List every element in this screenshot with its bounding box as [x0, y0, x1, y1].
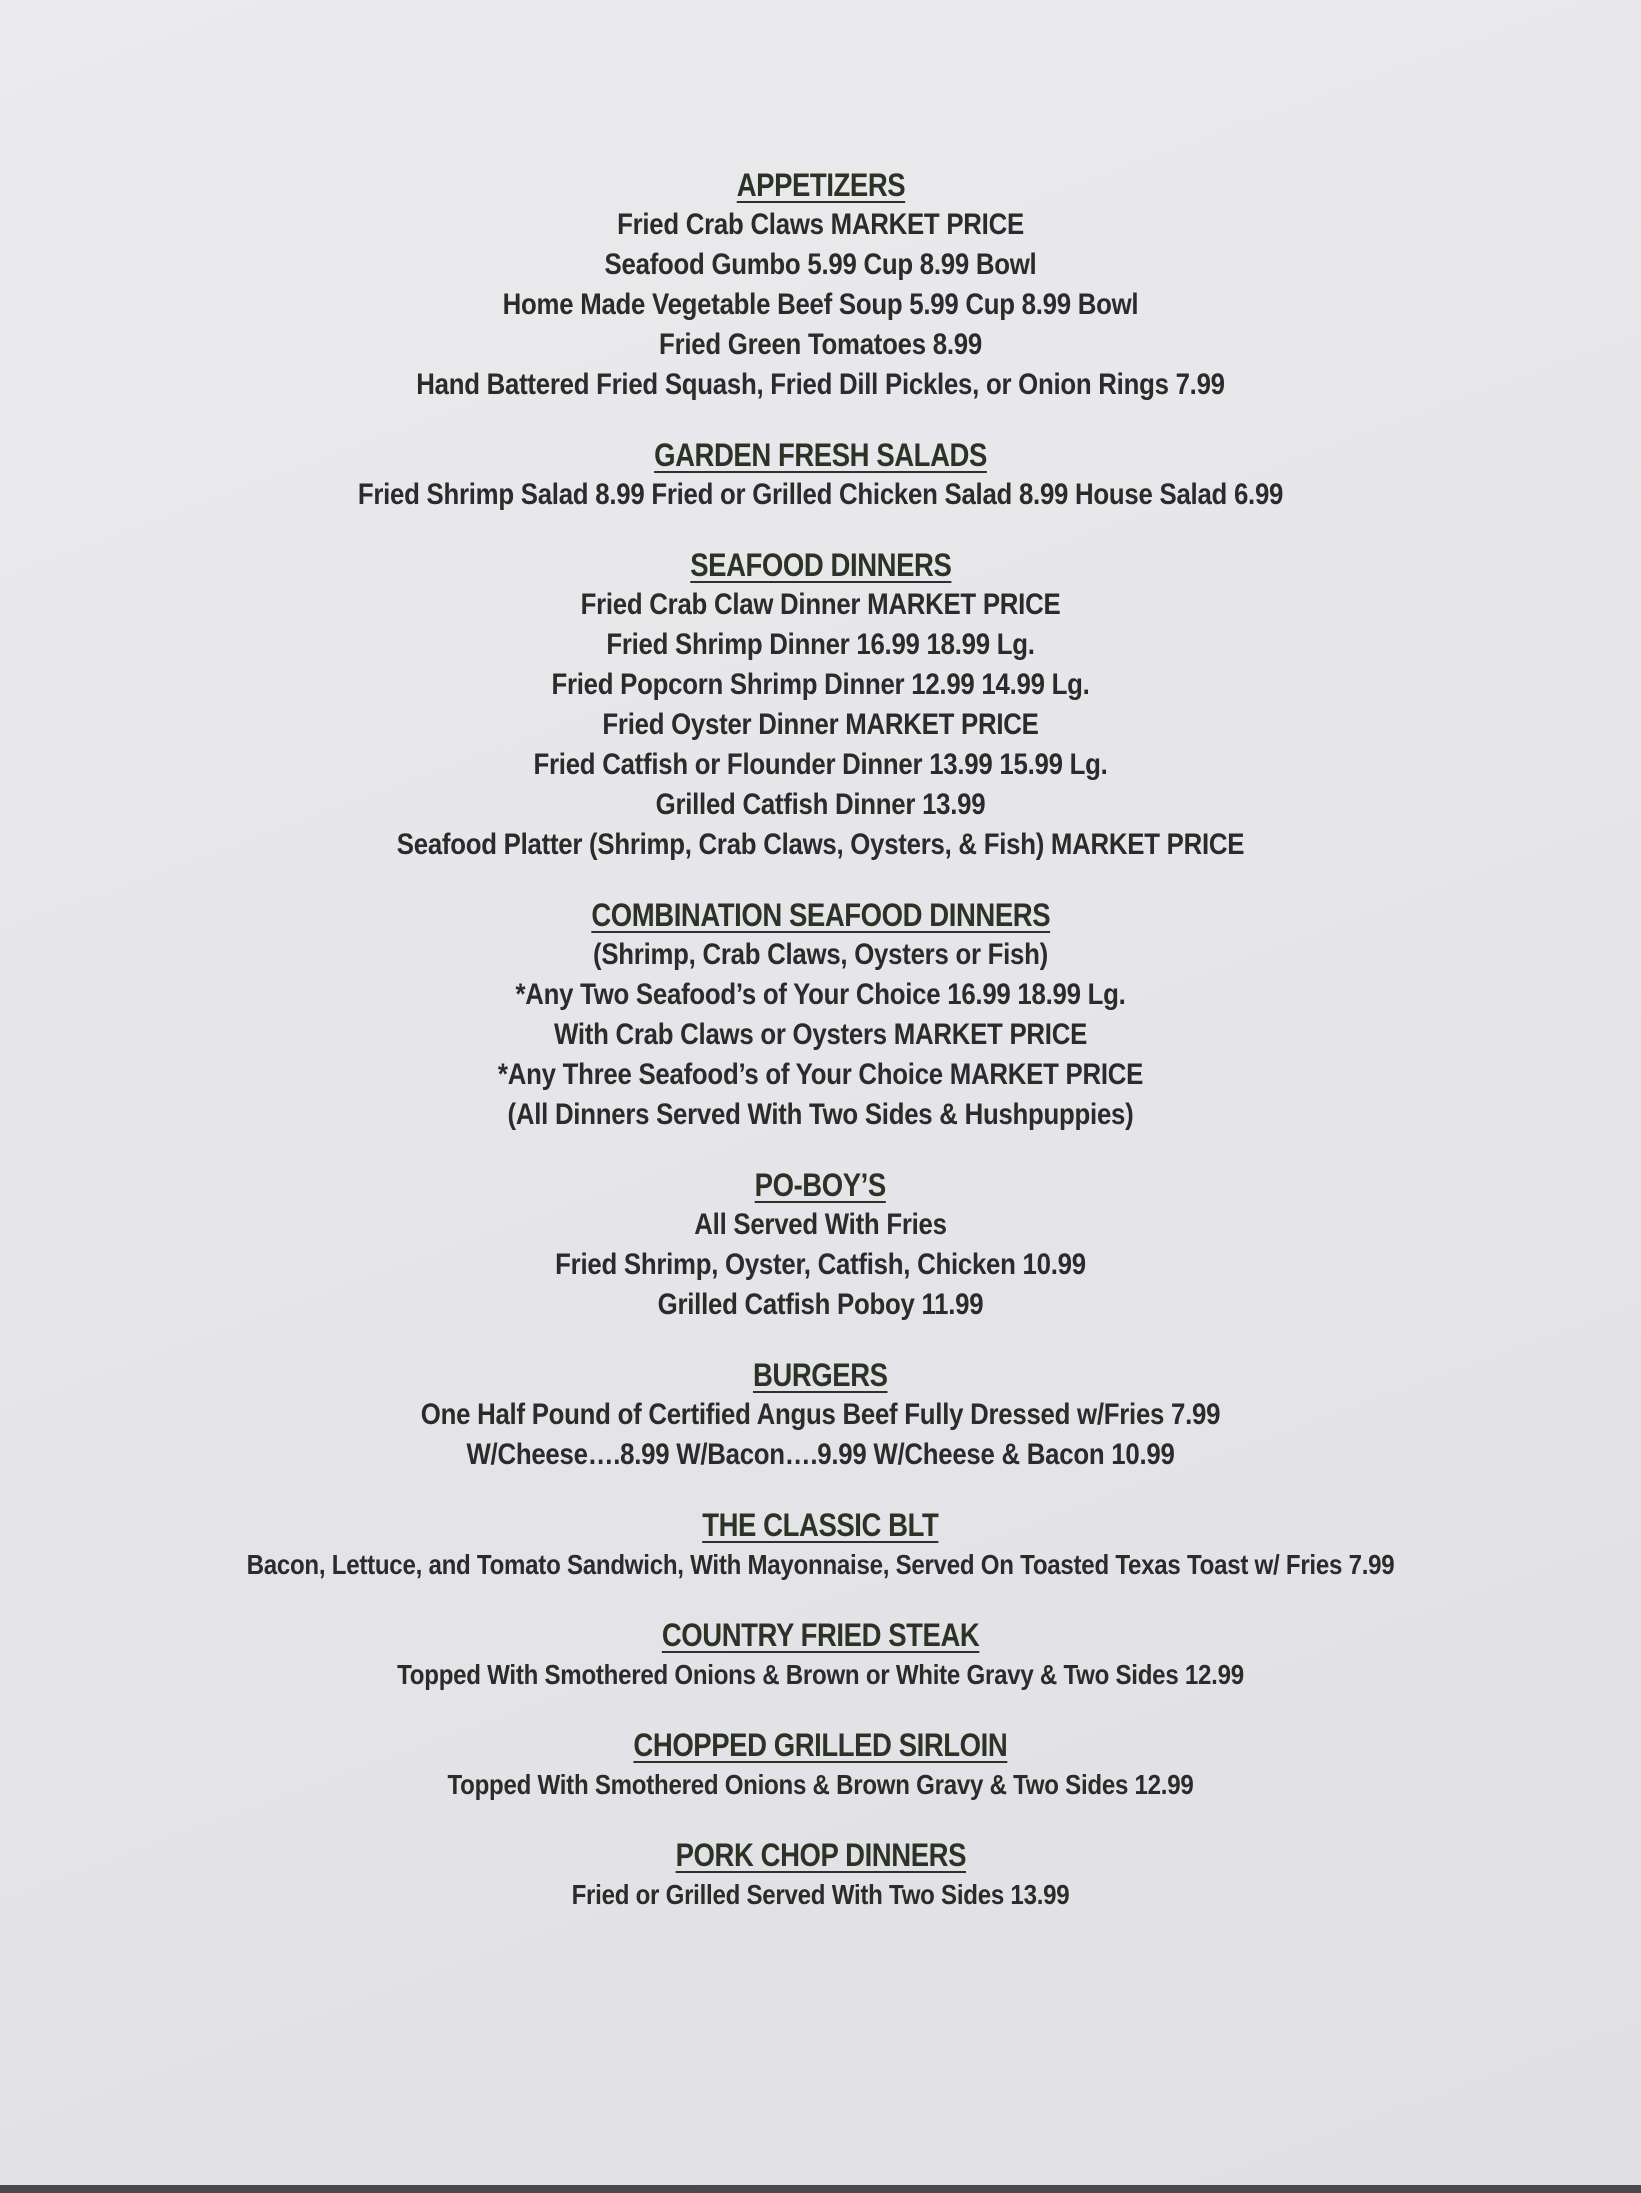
menu-line: Hand Battered Fried Squash, Fried Dill Pickles, or Onion Rings 7.99	[416, 368, 1225, 401]
menu-line: Seafood Platter (Shrimp, Crab Claws, Oysters, & Fish) MARKET PRICE	[396, 828, 1245, 861]
menu-line: *Any Three Seafood’s of Your Choice MARKET PRICE	[497, 1058, 1144, 1091]
section-chopped-grilled-sirloin	[0, 1725, 1641, 1805]
menu-line: With Crab Claws or Oysters MARKET PRICE	[553, 1018, 1088, 1051]
menu-line: W/Cheese….8.99 W/Bacon….9.99 W/Cheese & Bacon 10.99	[466, 1438, 1175, 1471]
section-heading: BURGERS	[753, 1357, 888, 1393]
section-po-boys	[0, 1165, 1641, 1325]
section-country-fried-steak	[0, 1615, 1641, 1695]
menu-line: Fried Green Tomatoes 8.99	[659, 328, 982, 361]
menu-page	[0, 165, 1641, 1945]
section-seafood-dinners	[0, 545, 1641, 865]
menu-line: Fried Catfish or Flounder Dinner 13.99 15.99 Lg.	[533, 748, 1108, 781]
menu-line: Fried Crab Claws MARKET PRICE	[617, 208, 1024, 241]
page-bottom-edge	[0, 2185, 1641, 2193]
section-classic-blt	[0, 1505, 1641, 1585]
menu-line: Fried Shrimp Dinner 16.99 18.99 Lg.	[606, 628, 1035, 661]
menu-line: Topped With Smothered Onions & Brown Gravy & Two Sides 12.99	[447, 1769, 1194, 1800]
menu-line: Home Made Vegetable Beef Soup 5.99 Cup 8.99 Bowl	[502, 288, 1139, 321]
section-heading: GARDEN FRESH SALADS	[654, 437, 987, 473]
menu-line: Fried Shrimp, Oyster, Catfish, Chicken 10.99	[555, 1248, 1086, 1281]
menu-line: Fried or Grilled Served With Two Sides 13.99	[571, 1879, 1070, 1910]
menu-line: Grilled Catfish Poboy 11.99	[657, 1288, 984, 1321]
menu-line: One Half Pound of Certified Angus Beef Fully Dressed w/Fries 7.99	[420, 1398, 1221, 1431]
menu-line: All Served With Fries	[694, 1208, 947, 1241]
menu-line: Fried Crab Claw Dinner MARKET PRICE	[580, 588, 1061, 621]
menu-line: Grilled Catfish Dinner 13.99	[655, 788, 986, 821]
section-heading: SEAFOOD DINNERS	[689, 547, 952, 583]
menu-line: (All Dinners Served With Two Sides & Hushpuppies)	[507, 1098, 1134, 1131]
menu-line: Bacon, Lettuce, and Tomato Sandwich, With Mayonnaise, Served On Toasted Texas Toast w/ Fries 7.99	[246, 1549, 1395, 1580]
section-garden-fresh-salads	[0, 435, 1641, 515]
menu-line: *Any Two Seafood’s of Your Choice 16.99 18.99 Lg.	[515, 978, 1126, 1011]
section-burgers	[0, 1355, 1641, 1475]
menu-line: (Shrimp, Crab Claws, Oysters or Fish)	[593, 938, 1048, 971]
section-pork-chop-dinners	[0, 1835, 1641, 1915]
menu-line: Fried Shrimp Salad 8.99 Fried or Grilled Chicken Salad 8.99 House Salad 6.99	[357, 478, 1284, 511]
section-heading: CHOPPED GRILLED SIRLOIN	[633, 1727, 1008, 1763]
menu-line: Topped With Smothered Onions & Brown or White Gravy & Two Sides 12.99	[397, 1659, 1244, 1690]
section-heading: APPETIZERS	[736, 167, 905, 203]
section-heading: PORK CHOP DINNERS	[675, 1837, 966, 1873]
section-appetizers	[0, 165, 1641, 405]
section-combination-seafood-dinners	[0, 895, 1641, 1135]
section-heading: THE CLASSIC BLT	[702, 1507, 939, 1543]
menu-line: Seafood Gumbo 5.99 Cup 8.99 Bowl	[604, 248, 1037, 281]
menu-line: Fried Oyster Dinner MARKET PRICE	[602, 708, 1039, 741]
menu-line: Fried Popcorn Shrimp Dinner 12.99 14.99 Lg.	[551, 668, 1090, 701]
section-heading: COMBINATION SEAFOOD DINNERS	[591, 897, 1050, 933]
section-heading: COUNTRY FRIED STEAK	[661, 1617, 980, 1653]
section-heading: PO-BOY’S	[754, 1167, 887, 1203]
